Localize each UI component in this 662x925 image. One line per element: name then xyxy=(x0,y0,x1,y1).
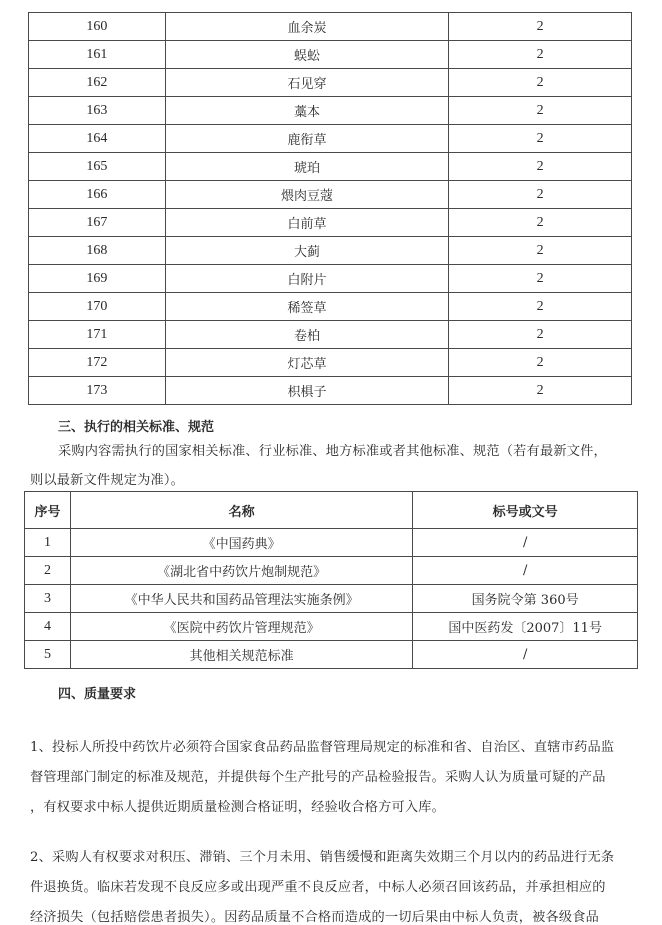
standard-name: 《湖北省中药饮片炮制规范》 xyxy=(70,557,412,585)
table-row xyxy=(29,97,632,125)
section-3-paragraph-line-1: 采购内容需执行的国家相关标准、行业标准、地方标准或者其他标准、规范（若有最新文件， xyxy=(58,444,607,459)
quantity: 2 xyxy=(449,349,632,377)
reference-number: / xyxy=(413,557,638,585)
table-row xyxy=(29,349,632,377)
row-number: 162 xyxy=(29,69,166,97)
table-row xyxy=(29,153,632,181)
herb-name: 稀签草 xyxy=(165,293,449,321)
quantity: 2 xyxy=(449,13,632,41)
row-number: 166 xyxy=(29,181,166,209)
herb-name: 藁本 xyxy=(165,97,449,125)
section-3-heading: 三、执行的相关标准、规范 xyxy=(58,420,215,435)
row-number: 169 xyxy=(29,265,166,293)
row-number: 171 xyxy=(29,321,166,349)
reference-number: / xyxy=(413,641,638,669)
herb-name: 白附片 xyxy=(165,265,449,293)
table-row xyxy=(29,181,632,209)
quantity: 2 xyxy=(449,69,632,97)
row-number: 1 xyxy=(25,529,71,557)
header-ref: 标号或文号 xyxy=(413,492,638,529)
table-header-row xyxy=(25,492,638,529)
row-number: 163 xyxy=(29,97,166,125)
table-row xyxy=(29,69,632,97)
quantity: 2 xyxy=(449,209,632,237)
row-number: 170 xyxy=(29,293,166,321)
item-2-line-2: 件退换货。临床若发现不良反应多或出现严重不良反应者，中标人必须召回该药品，并承担相应的 xyxy=(30,880,606,895)
standard-name: 《中国药典》 xyxy=(70,529,412,557)
herb-name: 灯芯草 xyxy=(165,349,449,377)
herb-name: 大蓟 xyxy=(165,237,449,265)
section-4-heading: 四、质量要求 xyxy=(58,687,137,702)
standard-name: 《中华人民共和国药品管理法实施条例》 xyxy=(70,585,412,613)
quantity: 2 xyxy=(449,125,632,153)
quantity: 2 xyxy=(449,41,632,69)
reference-number: 国中医药发〔2007〕11号 xyxy=(413,613,638,641)
herb-name: 卷柏 xyxy=(165,321,449,349)
quantity: 2 xyxy=(449,97,632,125)
row-number: 3 xyxy=(25,585,71,613)
herb-name: 枳椇子 xyxy=(165,377,449,405)
standard-name: 其他相关规范标准 xyxy=(70,641,412,669)
row-number: 4 xyxy=(25,613,71,641)
reference-number: 国务院令第 360号 xyxy=(413,585,638,613)
table-row xyxy=(29,293,632,321)
table-row xyxy=(29,13,632,41)
item-1-line-3: ，有权要求中标人提供近期质量检测合格证明，经验收合格方可入库。 xyxy=(30,800,446,815)
table-row xyxy=(25,557,638,585)
table-row xyxy=(25,585,638,613)
row-number: 5 xyxy=(25,641,71,669)
table-row xyxy=(25,641,638,669)
herb-list-table xyxy=(28,12,632,405)
table-row xyxy=(25,613,638,641)
table-row xyxy=(29,321,632,349)
item-1-line-2: 督管理部门制定的标准及规范，并提供每个生产批号的产品检验报告。采购人认为质量可疑的产品 xyxy=(30,770,606,785)
quantity: 2 xyxy=(449,237,632,265)
quantity: 2 xyxy=(449,377,632,405)
table-row xyxy=(29,209,632,237)
quantity: 2 xyxy=(449,153,632,181)
table-row xyxy=(29,265,632,293)
table-row xyxy=(29,125,632,153)
item-1-line-1: 1、投标人所投中药饮片必须符合国家食品药品监督管理局规定的标准和省、自治区、直辖市药品监 xyxy=(30,740,615,755)
table-row xyxy=(29,237,632,265)
row-number: 161 xyxy=(29,41,166,69)
table-row xyxy=(29,377,632,405)
quantity: 2 xyxy=(449,181,632,209)
quantity: 2 xyxy=(449,321,632,349)
row-number: 165 xyxy=(29,153,166,181)
herb-name: 琥珀 xyxy=(165,153,449,181)
herb-name: 石见穿 xyxy=(165,69,449,97)
row-number: 2 xyxy=(25,557,71,585)
standard-name: 《医院中药饮片管理规范》 xyxy=(70,613,412,641)
row-number: 167 xyxy=(29,209,166,237)
row-number: 173 xyxy=(29,377,166,405)
table-row xyxy=(25,529,638,557)
row-number: 164 xyxy=(29,125,166,153)
standards-table xyxy=(24,491,638,669)
row-number: 172 xyxy=(29,349,166,377)
header-name: 名称 xyxy=(70,492,412,529)
item-2-line-1: 2、采购人有权要求对积压、滞销、三个月未用、销售缓慢和距离失效期三个月以内的药品进行无条 xyxy=(30,850,615,865)
section-3-paragraph-line-2: 则以最新文件规定为准）。 xyxy=(30,473,185,488)
herb-name: 白前草 xyxy=(165,209,449,237)
reference-number: / xyxy=(413,529,638,557)
quantity: 2 xyxy=(449,293,632,321)
herb-name: 煨肉豆蔻 xyxy=(165,181,449,209)
header-no: 序号 xyxy=(25,492,71,529)
herb-name: 血余炭 xyxy=(165,13,449,41)
herb-name: 蜈蚣 xyxy=(165,41,449,69)
herb-name: 鹿衔草 xyxy=(165,125,449,153)
row-number: 168 xyxy=(29,237,166,265)
row-number: 160 xyxy=(29,13,166,41)
quantity: 2 xyxy=(449,265,632,293)
item-2-line-3: 经济损失（包括赔偿患者损失）。因药品质量不合格而造成的一切后果由中标人负责，被各级食品 xyxy=(30,910,600,925)
table-row xyxy=(29,41,632,69)
